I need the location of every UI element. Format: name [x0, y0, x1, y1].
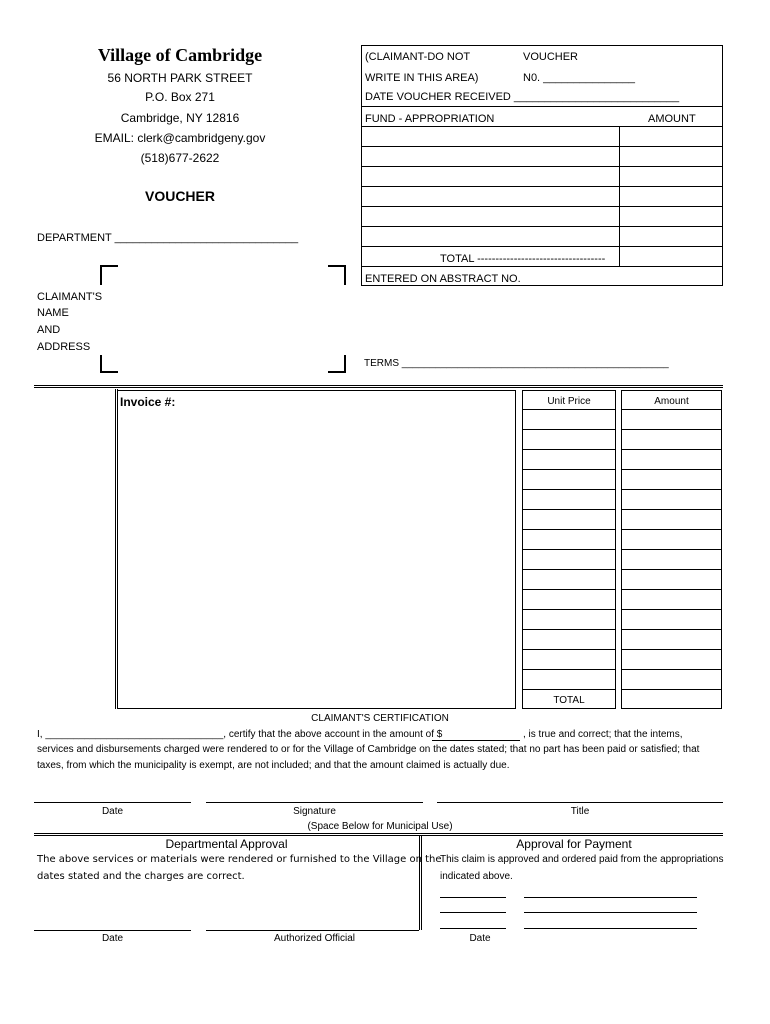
departmental-approval-text2: dates stated and the charges are correct.: [37, 871, 245, 882]
amount-col-header: Amount: [654, 396, 689, 407]
payment-line[interactable]: [524, 912, 697, 913]
email-line: EMAIL: clerk@cambridgeny.gov: [94, 131, 266, 145]
phone-line: (518)677-2622: [140, 151, 220, 165]
dept-date-caption: Date: [101, 933, 124, 944]
invoice-row-line: [621, 469, 722, 470]
invoice-row-line: [621, 449, 722, 450]
invoice-row-line: [522, 689, 616, 690]
payment-line[interactable]: [440, 897, 506, 898]
fund-appropriation-header: FUND - APPROPRIATION: [365, 113, 495, 125]
departmental-approval-heading: Departmental Approval: [165, 837, 288, 851]
claimant-note-line2: WRITE IN THIS AREA): [365, 72, 479, 84]
certification-heading: CLAIMANT'S CERTIFICATION: [311, 713, 449, 724]
authorized-official-caption: Authorized Official: [274, 933, 355, 944]
invoice-row-line: [522, 489, 616, 490]
village-title: Village of Cambridge: [97, 45, 263, 65]
invoice-row-line: [522, 569, 616, 570]
address-po-box: P.O. Box 271: [145, 90, 215, 104]
amount-header: AMOUNT: [648, 113, 696, 125]
certification-line2: services and disbursements charged were rendered to or for the Village of Cambridge on the dates stated; that no part has been paid or satisfied; that: [37, 744, 700, 755]
signature-line[interactable]: [206, 802, 423, 803]
dept-date-line[interactable]: [34, 930, 191, 931]
invoice-row-line: [522, 549, 616, 550]
address-bracket-top-right: [328, 265, 346, 285]
invoice-row-line: [621, 609, 722, 610]
voucher-heading: VOUCHER: [144, 188, 215, 204]
invoice-row-line: [522, 669, 616, 670]
invoice-row-line: [522, 589, 616, 590]
invoice-row-line: [621, 569, 722, 570]
approval-for-payment-text2: indicated above.: [440, 871, 513, 882]
municipal-use-caption: (Space Below for Municipal Use): [307, 821, 453, 832]
invoice-top-rule: [34, 385, 723, 388]
invoice-row-line: [522, 469, 616, 470]
invoice-row-line: [621, 429, 722, 430]
fund-row-line: [361, 246, 723, 247]
invoice-row-line: [621, 509, 722, 510]
approval-for-payment-heading: Approval for Payment: [516, 837, 632, 851]
divider: [361, 126, 723, 127]
fund-row-line: [361, 226, 723, 227]
certification-line1-end: , is true and correct; that the intems,: [523, 729, 683, 740]
date-signature-line[interactable]: [34, 802, 191, 803]
invoice-number-label: Invoice #:: [120, 395, 176, 409]
invoice-row-line: [621, 489, 722, 490]
title-signature-line[interactable]: [437, 802, 723, 803]
invoice-row-line: [621, 629, 722, 630]
title-caption: Title: [570, 806, 590, 817]
invoice-row-line: [621, 409, 722, 410]
invoice-row-line: [522, 509, 616, 510]
fund-total-label: TOTAL -----------------------------------: [440, 253, 606, 265]
voucher-label: VOUCHER: [523, 51, 579, 63]
divider: [361, 106, 723, 107]
date-caption: Date: [101, 806, 124, 817]
address-bracket-bottom-left: [100, 355, 118, 373]
date-voucher-received-field[interactable]: DATE VOUCHER RECEIVED ___________________________: [365, 91, 680, 103]
fund-row-line: [361, 266, 723, 267]
terms-field[interactable]: TERMS ________________________________________________: [364, 358, 669, 369]
certified-amount-field[interactable]: [432, 740, 520, 741]
claimant-label-line4: ADDRESS: [37, 341, 91, 353]
invoice-description-area[interactable]: [117, 390, 516, 709]
approval-top-rule: [34, 833, 723, 836]
invoice-row-line: [522, 429, 616, 430]
unit-price-header: Unit Price: [547, 396, 591, 407]
payment-line[interactable]: [440, 928, 506, 929]
fund-row-line: [361, 206, 723, 207]
approval-divider: [419, 836, 422, 930]
payment-line[interactable]: [440, 912, 506, 913]
invoice-row-line: [522, 409, 616, 410]
invoice-total-label: TOTAL: [553, 695, 585, 706]
invoice-row-line: [522, 529, 616, 530]
payment-date-caption: Date: [469, 933, 491, 944]
invoice-row-line: [621, 649, 722, 650]
address-street: 56 NORTH PARK STREET: [107, 71, 253, 85]
invoice-row-line: [522, 629, 616, 630]
fund-row-line: [361, 146, 723, 147]
payment-line[interactable]: [524, 897, 697, 898]
claimant-label-line2: NAME: [37, 307, 69, 319]
department-field[interactable]: DEPARTMENT ______________________________: [37, 232, 299, 244]
claimant-label-line3: AND: [37, 324, 61, 336]
certification-line1: I, ________________________________, certify that the above account in the amount of $: [37, 729, 443, 740]
invoice-row-line: [621, 589, 722, 590]
address-city: Cambridge, NY 12816: [120, 111, 240, 125]
approval-for-payment-text1: This claim is approved and ordered paid from the appropriations: [440, 854, 724, 865]
claimant-label-line1: CLAIMANT'S: [37, 291, 103, 303]
fund-row-line: [361, 186, 723, 187]
authorized-official-line[interactable]: [206, 930, 419, 931]
invoice-row-line: [522, 449, 616, 450]
abstract-number-field[interactable]: ENTERED ON ABSTRACT NO.: [365, 273, 521, 285]
address-bracket-bottom-right: [328, 355, 346, 373]
address-bracket-top-left: [100, 265, 118, 285]
invoice-row-line: [522, 649, 616, 650]
certification-line3: taxes, from which the municipality is exempt, are not included; and that the amount claimed is actually due.: [37, 760, 510, 771]
departmental-approval-text1: The above services or materials were rendered or furnished to the Village on the: [37, 854, 442, 865]
invoice-row-line: [522, 609, 616, 610]
invoice-row-line: [621, 529, 722, 530]
payment-line[interactable]: [524, 928, 697, 929]
fund-column-divider: [619, 126, 620, 266]
fund-row-line: [361, 166, 723, 167]
voucher-number-field[interactable]: N0. _______________: [523, 72, 635, 84]
invoice-row-line: [621, 689, 722, 690]
invoice-row-line: [621, 549, 722, 550]
invoice-row-line: [621, 669, 722, 670]
signature-caption: Signature: [293, 806, 336, 817]
claimant-note-line1: (CLAIMANT-DO NOT: [365, 51, 471, 63]
